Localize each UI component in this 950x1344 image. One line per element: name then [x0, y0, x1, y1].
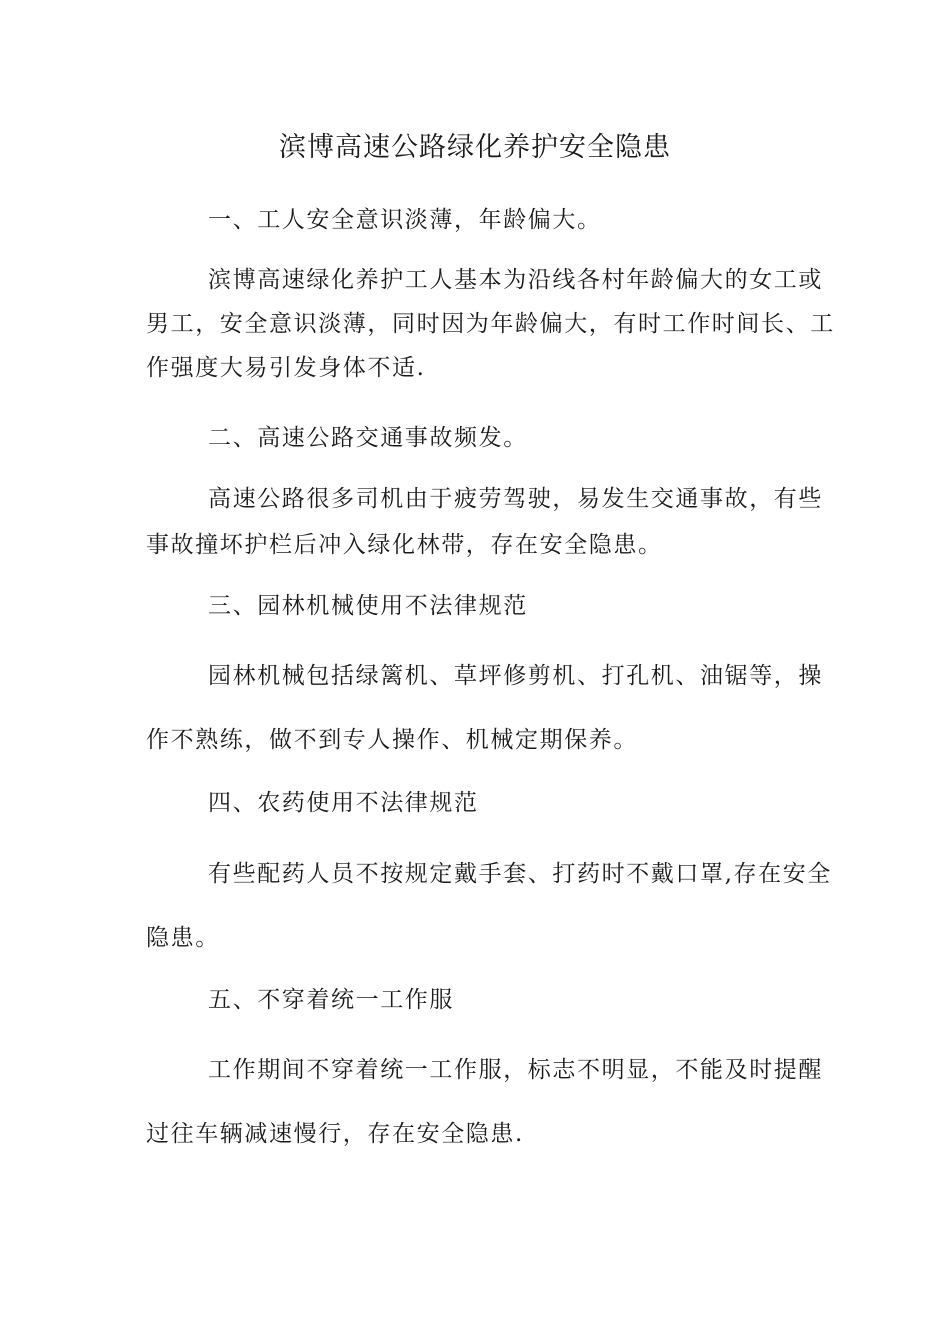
section-2-heading: 二、高速公路交通事故频发。	[208, 425, 528, 451]
section-4-heading: 四、农药使用不法律规范	[208, 790, 479, 816]
document-title: 滨博高速公路绿化养护安全隐患	[279, 132, 671, 163]
section-3-body: 园林机械包括绿篱机、草坪修剪机、打孔机、油锯等，操作不熟练，做不到专人操作、机械定期保养。	[146, 663, 823, 753]
section-2-body: 高速公路很多司机由于疲劳驾驶，易发生交通事故，有些事故撞坏护栏后冲入绿化林带，存在安全隐患。	[146, 486, 823, 558]
section-5-heading: 五、不穿着统一工作服	[208, 987, 454, 1013]
section-3-heading: 三、园林机械使用不法律规范	[208, 593, 528, 619]
section-1-body: 滨博高速绿化养护工人基本为沿线各村年龄偏大的女工或男工，安全意识淡薄，同时因为年龄偏大，有时工作时间长、工作强度大易引发身体不适.	[146, 267, 835, 381]
section-5-body: 工作期间不穿着统一工作服，标志不明显，不能及时提醒过往车辆减速慢行，存在安全隐患.	[146, 1057, 823, 1147]
section-1-heading: 一、工人安全意识淡薄，年龄偏大。	[208, 207, 602, 233]
section-4-body: 有些配药人员不按规定戴手套、打药时不戴口罩,存在安全隐患。	[146, 861, 832, 951]
